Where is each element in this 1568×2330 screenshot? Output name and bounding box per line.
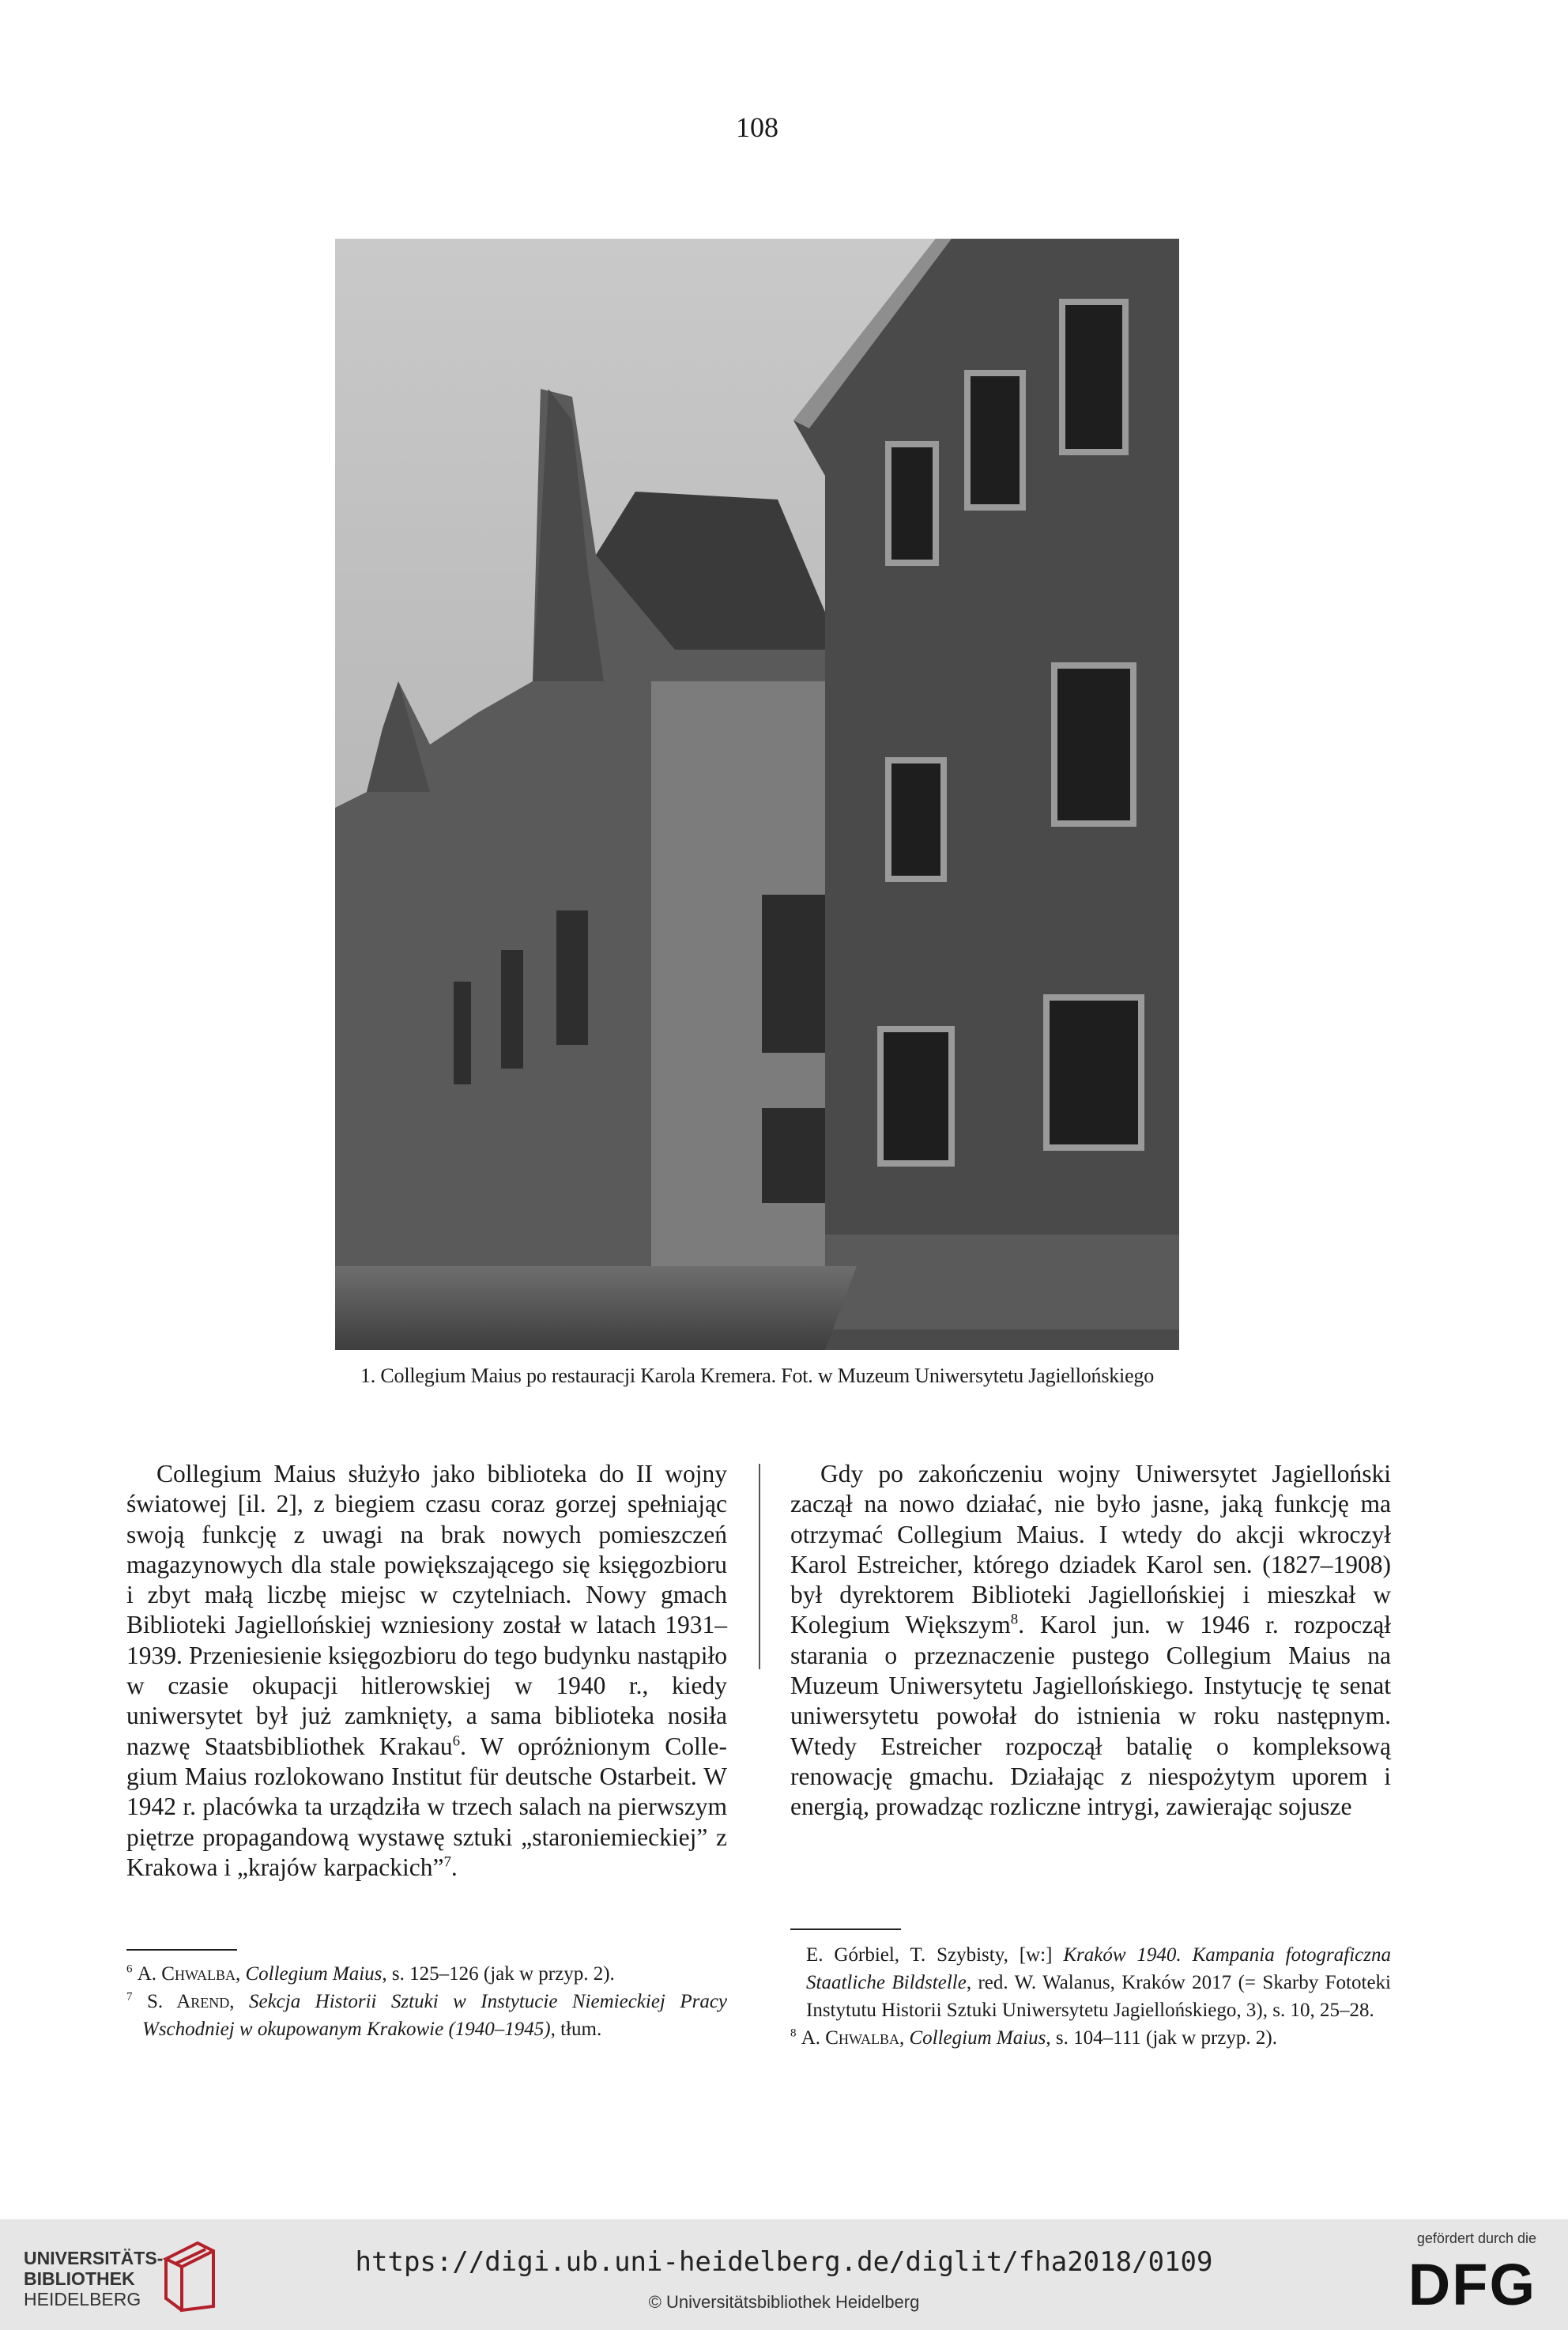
footnote-title: Kraków 1940. Kampania fotograficzna Staatliche Bildstelle — [806, 1944, 1392, 1993]
footnote-rest: , tłum. — [550, 2019, 602, 2040]
footnote-title: Sekcja Historii Sztuki w Instytucie Niemieckiej Pracy Wschodniej w okupowanym Krakowie (1940–1945) — [142, 1991, 728, 2040]
right-paragraph — [790, 1459, 1391, 1823]
text-run: . — [450, 1853, 458, 1881]
text-run: . Karol jun. w 1946 r. rozpoczął starania o przeznaczenie pustego Collegium Maius na Muzeum Uniwersytetu Jagiellońskiego. Instytucję tę senat uniwersytetu powołał do istnienia w roku następnym. Wtedy Estreicher rozpoczął batalię o kompleksową renowację gmachu. Działając z niespożytym uporem i energią, prowadząc rozliczne intrygi, zawierając sojusze — [790, 1611, 1391, 1821]
library-logo-line: BIBLIOTHEK — [24, 2268, 135, 2289]
footnote-ref-7: 7 — [443, 1853, 451, 1871]
permalink-url[interactable]: https://digi.ub.uni-heidelberg.de/diglit/fha2018/0109 — [355, 2246, 1213, 2278]
footnote-number: 7 — [126, 1990, 133, 2004]
footnote-7-continuation — [790, 1941, 1391, 2024]
text-run: Collegium Maius służyło jako biblioteka do II wojny światowej [il. 2], z biegiem czasu coraz gorzej spełniając swoją funkcję z uwagi na brak nowych pomieszczeń magazynowych dla stale powiększającego się księgozbioru i zbyt małą liczbę miejsc w czytelniach. Nowy gmach Biblioteki Jagiellońskiej wzniesiony został w latach 1931–1939. Przeniesienie księgozbioru do tego budynku nastąpiło w czasie okupacji hitlerowskiej w 1940 r., kiedy uniwersytet był już zamknięty, a sama biblioteka nosiła nazwę Staatsbibliothek Krakau — [126, 1460, 727, 1760]
figure-caption: 1. Collegium Maius po restauracji Karola Kremera. Fot. w Muzeum Uniwersytetu Jagiellońskiego — [360, 1364, 1155, 1387]
footnote-author: A. Chwalba — [137, 1963, 236, 1985]
footnotes-right — [790, 1941, 1391, 2052]
footnote-title: Collegium Maius — [245, 1963, 383, 1985]
footnote-rule-left — [126, 1949, 237, 1951]
footnote-8: $^8$ A. Chwalba, Collegium Maius, s. 104–111 (jak w przyp. 2). — [790, 2026, 1277, 2049]
footnotes-left — [126, 1960, 727, 2043]
footnote-number: 6 — [126, 1962, 133, 1976]
collegium-maius-photo — [335, 239, 1179, 1350]
footnote-title: Collegium Maius — [909, 2027, 1046, 2049]
footnote-rest: , s. 125–126 (jak w przyp. 2). — [382, 1963, 615, 1985]
footnote-7: $^7$ S. Arend, Sekcja Historii Sztuki w Instytucie Niemieckiej Pracy Wschodniej w okupowanym Krakowie (1940–1945), tłum. — [126, 1990, 728, 2040]
dfg-logo[interactable]: DFG — [1408, 2252, 1536, 2317]
page-number: 108 — [736, 111, 778, 143]
footnote-6: $^6$ A. Chwalba, Collegium Maius, s. 125–126 (jak w przyp. 2). — [126, 1962, 615, 1985]
footer-bar — [0, 2219, 1568, 2330]
footnote-number: 8 — [790, 2026, 797, 2040]
text-run: . W opróżnionym Collegium Maius rozlokowano Institut für deutsche Ostarbeit. W 1942 r. placówka ta urządziła w trzech salach na pierwszym piętrze propagandową wystawę sztuki „staroniemieckiej” z Krakowa i „krajów karpackich” — [126, 1732, 728, 1881]
column-divider — [759, 1464, 760, 1669]
library-logo-line: HEIDELBERG — [24, 2289, 141, 2309]
footnote-ref-8: 8 — [1010, 1611, 1019, 1628]
copyright-notice: © Universitätsbibliothek Heidelberg — [648, 2292, 920, 2312]
library-logo-line: UNIVERSITÄTS- — [24, 2248, 164, 2268]
footnote-ref-6: 6 — [452, 1732, 461, 1750]
footnote-text: E. Górbiel, T. Szybisty, [w:] — [806, 1944, 1064, 1966]
footnote-rest: , s. 104–111 (jak w przyp. 2). — [1046, 2027, 1277, 2049]
footnote-author: A. Chwalba — [801, 2027, 899, 2049]
left-paragraph — [126, 1459, 727, 1883]
text-run: Gdy po zakończeniu wojny Uniwersytet Jagielloński zaczął na nowo działać, nie było jasne, jaką funkcję ma otrzymać Collegium Maius. I wtedy do akcji wkroczył Karol Estreicher, którego dziadek Karol sen. (1827–1908) był dyrektorem Biblioteki Jagiellońskiej i mieszkał w Kolegium Większym — [790, 1460, 1391, 1639]
funder-label: gefördert durch die — [1416, 2230, 1536, 2246]
footnote-rule-right — [790, 1928, 901, 1930]
footnote-author: S. Arend — [146, 1991, 230, 2012]
left-column — [126, 1459, 727, 1883]
footnote-text: , red. W. Walanus, Kraków 2017 (= Skarby Fototeki Instytutu Historii Sztuki Uniwersytetu Jagiellońskiego, 3), s. 10, 25–28. — [806, 1972, 1391, 2021]
right-column — [790, 1459, 1391, 1823]
